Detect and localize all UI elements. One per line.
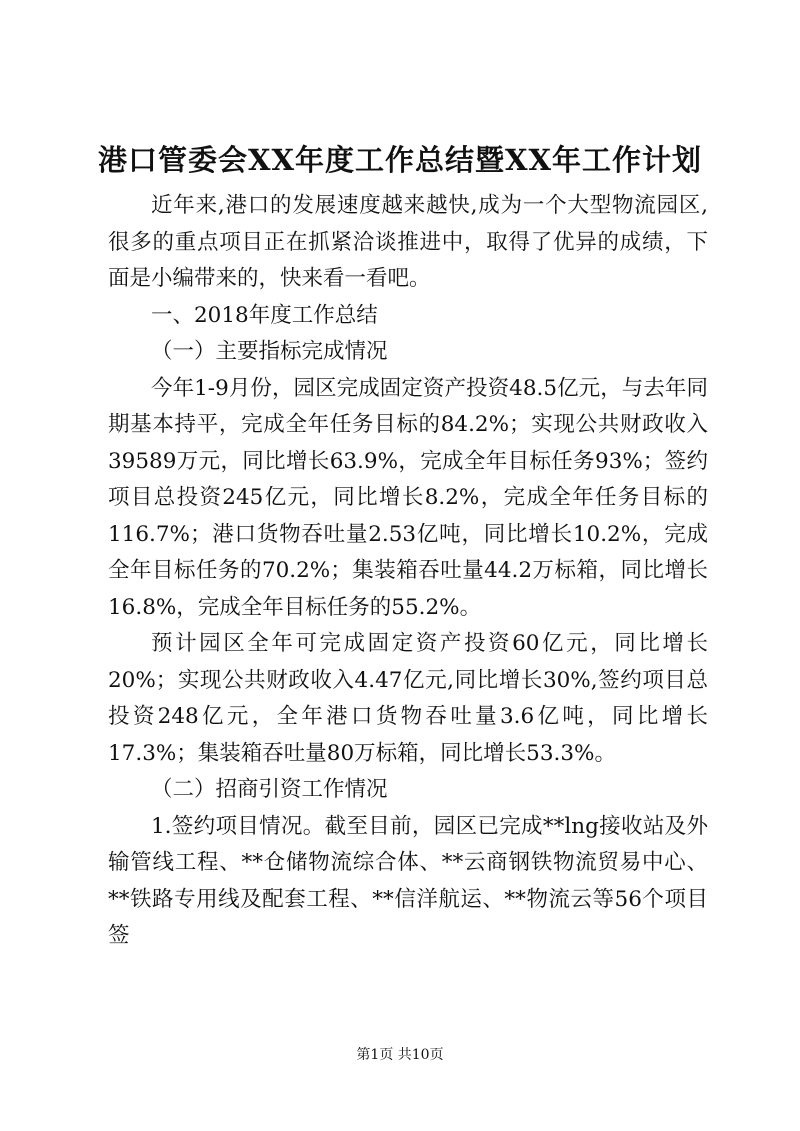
page-footer: 第1页 共10页 [356,1047,444,1063]
paragraph-indicators: 今年1-9月份，园区完成固定资产投资48.5亿元，与去年同期基本持平，完成全年任务目标的84.2%；实现公共财政收入39589万元，同比增长63.9%，完成全年目标任务93%；签约项目总投资245亿元，同比增长8.2%，完成全年任务目标的116.7%；港口货物吞吐量2.53亿吨，同比增长10.2%，完成全年目标任务的70.2%；集装箱吞吐量44.2万标箱，同比增长16.8%，完成全年目标任务的55.2%。 [108,375,708,620]
document-body [108,188,708,955]
paragraph-intro: 近年来,港口的发展速度越来越快,成为一个大型物流园区,很多的重点项目正在抓紧洽谈推进中，取得了优异的成绩，下面是小编带来的，快来看一看吧。 [108,193,708,291]
section-heading-1: 一、2018年度工作总结 [151,302,378,328]
subsection-heading-1: （一）主要指标完成情况 [151,339,388,364]
paragraph-signed-projects: 1.签约项目情况。截至目前，园区已完成**lng接收站及外输管线工程、**仓储物流综合体、**云商钢铁物流贸易中心、**铁路专用线及配套工程、**信洋航运、**物流云等56个项目签 [108,813,708,948]
document-title: 港口管委会XX年度工作总结暨XX年工作计划 [97,143,702,177]
paragraph-forecast: 预计园区全年可完成固定资产投资60亿元，同比增长20%；实现公共财政收入4.47亿元,同比增长30%,签约项目总投资248亿元，全年港口货物吞吐量3.6亿吨，同比增长17.3%；集装箱吞吐量80万标箱，同比增长53.3%。 [108,631,708,766]
subsection-heading-2: （二）招商引资工作情况 [151,777,388,802]
